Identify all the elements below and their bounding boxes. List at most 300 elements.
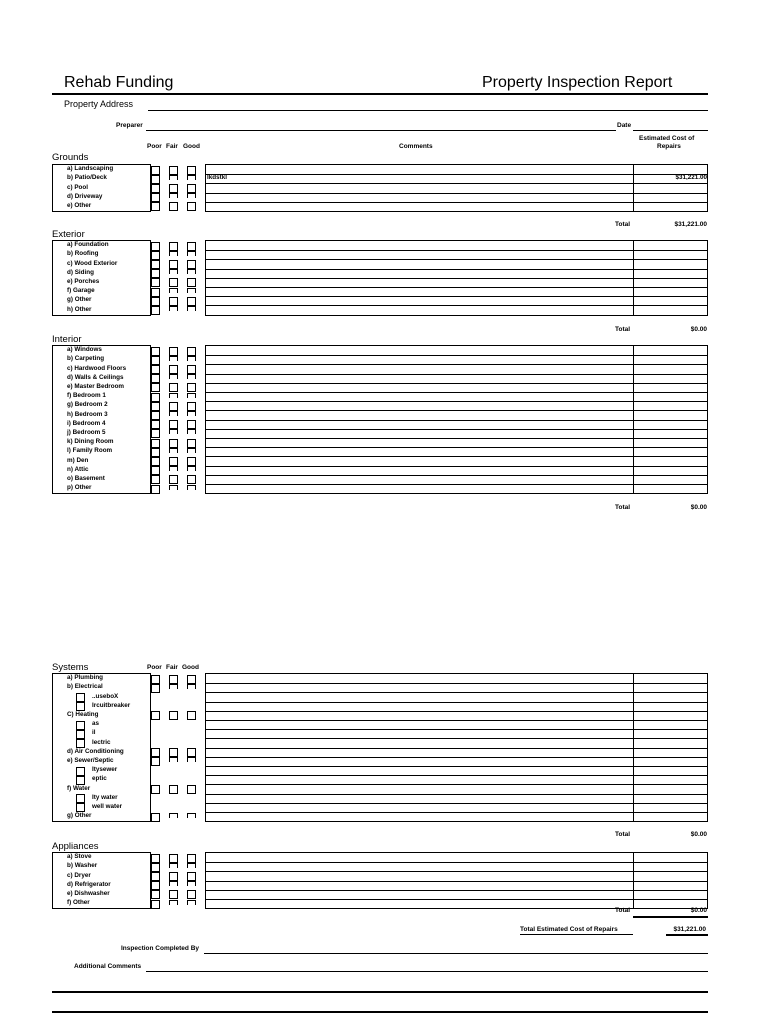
- appliances-poor-checkbox[interactable]: [151, 863, 160, 872]
- appliances-good-checkbox[interactable]: [187, 890, 196, 899]
- exterior-fair-checkbox[interactable]: [169, 260, 178, 269]
- interior-row-label: d) Walls & Ceilings: [67, 373, 124, 381]
- systems-poor-checkbox[interactable]: [151, 757, 160, 766]
- systems-fair-checkbox[interactable]: [169, 675, 178, 684]
- exterior-cost-field[interactable]: [634, 278, 707, 287]
- systems-sub-option-checkbox[interactable]: [76, 803, 85, 812]
- interior-cost-field[interactable]: [634, 475, 707, 484]
- systems-row-label: C) Heating: [67, 711, 99, 718]
- appliances-poor-checkbox[interactable]: [151, 900, 160, 909]
- systems-comment-field[interactable]: [206, 683, 632, 692]
- additional-comments-field[interactable]: [146, 971, 708, 972]
- systems-comment-field[interactable]: [206, 757, 632, 766]
- interior-poor-checkbox[interactable]: [151, 448, 160, 457]
- grounds-cost-field[interactable]: [634, 193, 707, 202]
- systems-comment-field[interactable]: [206, 702, 632, 711]
- systems-cost-field[interactable]: [634, 803, 707, 812]
- systems-fair-checkbox[interactable]: [169, 757, 178, 762]
- appliances-cost-field[interactable]: [634, 881, 707, 890]
- interior-poor-checkbox[interactable]: [151, 466, 160, 475]
- systems-comment-field[interactable]: [206, 720, 632, 729]
- systems-comment-field[interactable]: [206, 711, 632, 720]
- interior-comment-field[interactable]: [206, 383, 632, 392]
- grand-total-underline: [666, 934, 708, 936]
- systems-sub-option-checkbox[interactable]: [76, 776, 85, 785]
- interior-cost-field[interactable]: [634, 346, 707, 355]
- interior-good-checkbox[interactable]: [187, 365, 196, 374]
- exterior-poor-checkbox[interactable]: [151, 260, 160, 269]
- grand-total-label-underline: [520, 934, 633, 935]
- interior-comment-field[interactable]: [206, 420, 632, 429]
- inspection-completed-field[interactable]: [204, 953, 708, 954]
- interior-comment-field[interactable]: [206, 374, 632, 383]
- exterior-good-checkbox[interactable]: [187, 260, 196, 269]
- grounds-comment-field[interactable]: [206, 202, 632, 211]
- additional-comments-line-2[interactable]: [52, 991, 708, 993]
- grounds-fair-checkbox[interactable]: [169, 193, 178, 198]
- systems-comment-field[interactable]: [206, 738, 632, 747]
- interior-cost-field[interactable]: [634, 374, 707, 383]
- grand-total-label: Total Estimated Cost of Repairs: [520, 926, 618, 933]
- interior-fair-checkbox[interactable]: [169, 374, 178, 379]
- systems-row-label: well water: [92, 803, 123, 810]
- appliances-poor-checkbox[interactable]: [151, 881, 160, 890]
- grounds-section-title: Grounds: [52, 152, 89, 163]
- systems-poor-checkbox[interactable]: [151, 813, 160, 822]
- appliances-comment-field[interactable]: [206, 890, 632, 899]
- interior-good-checkbox[interactable]: [187, 383, 196, 392]
- systems-poor-checkbox[interactable]: [151, 675, 160, 684]
- grounds-comment-field[interactable]: [206, 193, 632, 202]
- systems-comment-field[interactable]: [206, 784, 632, 793]
- systems-comment-field[interactable]: [206, 748, 632, 757]
- appliances-total-label: Total: [615, 907, 631, 914]
- grounds-fair-checkbox[interactable]: [169, 166, 178, 175]
- appliances-good-checkbox[interactable]: [187, 881, 196, 886]
- header-rule: [52, 93, 708, 95]
- exterior-poor-checkbox[interactable]: [151, 269, 160, 278]
- grounds-cost-field[interactable]: [634, 202, 707, 211]
- exterior-comment-field[interactable]: [206, 250, 632, 259]
- appliances-comment-field[interactable]: [206, 871, 632, 880]
- systems-good-checkbox[interactable]: [187, 748, 196, 757]
- appliances-cost-field[interactable]: [634, 853, 707, 862]
- interior-comment-field[interactable]: [206, 392, 632, 401]
- date-field[interactable]: [633, 130, 708, 131]
- grounds-comment-value: Ikdstkl: [207, 174, 227, 182]
- interior-comment-field[interactable]: [206, 438, 632, 447]
- interior-poor-checkbox[interactable]: [151, 475, 160, 484]
- interior-good-checkbox[interactable]: [187, 420, 196, 429]
- systems-cost-field[interactable]: [634, 729, 707, 738]
- interior-good-checkbox[interactable]: [187, 393, 196, 398]
- systems-fair-checkbox[interactable]: [169, 813, 178, 818]
- interior-poor-checkbox[interactable]: [151, 429, 160, 438]
- systems-comment-field[interactable]: [206, 794, 632, 803]
- interior-fair-checkbox[interactable]: [169, 383, 178, 392]
- systems-sub-option-checkbox[interactable]: [76, 693, 85, 702]
- systems-row-label: e) Sewer/Septic: [67, 757, 114, 764]
- exterior-poor-checkbox[interactable]: [151, 251, 160, 260]
- systems-sub-option-checkbox[interactable]: [76, 794, 85, 803]
- interior-fair-checkbox[interactable]: [169, 356, 178, 361]
- systems-cost-field[interactable]: [634, 766, 707, 775]
- exterior-good-checkbox[interactable]: [187, 242, 196, 251]
- appliances-total-underline: [633, 916, 708, 918]
- property-address-field[interactable]: [148, 110, 708, 111]
- appliances-comment-field[interactable]: [206, 862, 632, 871]
- interior-poor-checkbox[interactable]: [151, 411, 160, 420]
- grounds-poor-checkbox[interactable]: [151, 193, 160, 202]
- interior-cost-field[interactable]: [634, 401, 707, 410]
- interior-cost-field[interactable]: [634, 466, 707, 475]
- exterior-fair-checkbox[interactable]: [169, 306, 178, 311]
- property-address-label: Property Address: [64, 99, 134, 109]
- systems-cost-field[interactable]: [634, 683, 707, 692]
- date-label: Date: [617, 122, 632, 129]
- exterior-comment-field[interactable]: [206, 259, 632, 268]
- exterior-row-label: b) Roofing: [67, 250, 99, 258]
- interior-section-title: Interior: [52, 334, 82, 345]
- interior-cost-field[interactable]: [634, 392, 707, 401]
- interior-row-label: o) Basement: [67, 475, 105, 482]
- exterior-poor-checkbox[interactable]: [151, 288, 160, 297]
- column-poor: Poor: [147, 143, 162, 150]
- interior-poor-checkbox[interactable]: [151, 485, 160, 494]
- interior-poor-checkbox[interactable]: [151, 347, 160, 356]
- interior-row-label: c) Hardwood Floors: [67, 364, 127, 372]
- systems-sub-option-checkbox[interactable]: [76, 702, 85, 711]
- interior-fair-checkbox[interactable]: [169, 347, 178, 356]
- systems-comment-field[interactable]: [206, 729, 632, 738]
- interior-cost-field[interactable]: [634, 410, 707, 419]
- systems-cost-field[interactable]: [634, 812, 707, 821]
- systems-poor-checkbox[interactable]: [151, 785, 160, 794]
- interior-good-checkbox[interactable]: [187, 466, 196, 471]
- appliances-good-checkbox[interactable]: [187, 900, 196, 905]
- appliances-fair-checkbox[interactable]: [169, 854, 178, 863]
- grounds-comment-field[interactable]: [206, 174, 632, 183]
- exterior-comment-field[interactable]: [206, 241, 632, 250]
- appliances-comment-field[interactable]: [206, 853, 632, 862]
- grounds-poor-checkbox[interactable]: [151, 166, 160, 175]
- systems-poor-checkbox[interactable]: [151, 748, 160, 757]
- systems-row-label: il: [92, 729, 96, 737]
- interior-good-checkbox[interactable]: [187, 429, 196, 434]
- interior-comment-field[interactable]: [206, 456, 632, 465]
- systems-poor-checkbox[interactable]: [151, 711, 160, 720]
- interior-poor-checkbox[interactable]: [151, 365, 160, 374]
- interior-fair-checkbox[interactable]: [169, 457, 178, 466]
- exterior-row-label: e) Porches: [67, 278, 100, 285]
- exterior-poor-checkbox[interactable]: [151, 278, 160, 287]
- interior-fair-checkbox[interactable]: [169, 466, 178, 471]
- company-title: Rehab Funding: [64, 74, 174, 91]
- exterior-fair-checkbox[interactable]: [169, 251, 178, 256]
- exterior-total-label: Total: [615, 326, 631, 333]
- interior-cost-field[interactable]: [634, 355, 707, 364]
- grounds-poor-checkbox[interactable]: [151, 202, 160, 211]
- interior-cost-field[interactable]: [634, 484, 707, 493]
- systems-sub-option-checkbox[interactable]: [76, 721, 85, 730]
- interior-fair-checkbox[interactable]: [169, 429, 178, 434]
- systems-sub-option-checkbox[interactable]: [76, 767, 85, 776]
- systems-cost-field[interactable]: [634, 674, 707, 683]
- grounds-comment-field[interactable]: [206, 183, 632, 192]
- interior-total-label: Total: [615, 504, 631, 511]
- systems-cost-field[interactable]: [634, 738, 707, 747]
- exterior-good-checkbox[interactable]: [187, 278, 196, 287]
- appliances-good-checkbox[interactable]: [187, 872, 196, 881]
- systems-cost-field[interactable]: [634, 757, 707, 766]
- interior-cost-field[interactable]: [634, 383, 707, 392]
- exterior-cost-field[interactable]: [634, 269, 707, 278]
- systems-row-label: f) Water: [67, 784, 91, 792]
- grounds-comment-field[interactable]: [206, 165, 632, 174]
- exterior-fair-checkbox[interactable]: [169, 288, 178, 293]
- systems-fair-checkbox[interactable]: [169, 684, 178, 689]
- interior-poor-checkbox[interactable]: [151, 374, 160, 383]
- interior-good-checkbox[interactable]: [187, 356, 196, 361]
- grounds-row-label: e) Other: [67, 202, 92, 209]
- grounds-good-checkbox[interactable]: [187, 166, 196, 175]
- exterior-cost-field[interactable]: [634, 259, 707, 268]
- appliances-comment-field[interactable]: [206, 899, 632, 908]
- systems-comment-field[interactable]: [206, 812, 632, 821]
- systems-row-label: Ircuitbreaker: [92, 701, 131, 709]
- exterior-comment-field[interactable]: [206, 278, 632, 287]
- systems-cost-field[interactable]: [634, 720, 707, 729]
- interior-fair-checkbox[interactable]: [169, 393, 178, 398]
- exterior-poor-checkbox[interactable]: [151, 297, 160, 306]
- exterior-row-label: a) Foundation: [67, 241, 109, 249]
- interior-poor-checkbox[interactable]: [151, 356, 160, 365]
- interior-comment-field[interactable]: [206, 484, 632, 493]
- systems-row-label: eptic: [92, 775, 107, 783]
- interior-good-checkbox[interactable]: [187, 439, 196, 448]
- interior-poor-checkbox[interactable]: [151, 439, 160, 448]
- interior-total-value: $0.00: [690, 504, 707, 511]
- appliances-good-checkbox[interactable]: [187, 863, 196, 868]
- grounds-row-label: c) Pool: [67, 183, 88, 191]
- systems-good-checkbox[interactable]: [187, 757, 196, 762]
- exterior-row-label: g) Other: [67, 296, 92, 304]
- appliances-poor-checkbox[interactable]: [151, 872, 160, 881]
- grounds-row-label: d) Driveway: [67, 192, 103, 200]
- grounds-good-checkbox[interactable]: [187, 202, 196, 211]
- interior-good-checkbox[interactable]: [187, 402, 196, 411]
- interior-good-checkbox[interactable]: [187, 485, 196, 490]
- appliances-poor-checkbox[interactable]: [151, 890, 160, 899]
- systems-cost-field[interactable]: [634, 692, 707, 701]
- appliances-cost-field[interactable]: [634, 871, 707, 880]
- systems-row-label: Ity water: [92, 793, 118, 801]
- systems-cost-field[interactable]: [634, 784, 707, 793]
- systems-good-checkbox[interactable]: [187, 711, 196, 720]
- exterior-fair-checkbox[interactable]: [169, 278, 178, 287]
- interior-comment-field[interactable]: [206, 401, 632, 410]
- grounds-poor-checkbox[interactable]: [151, 175, 160, 184]
- grounds-good-checkbox[interactable]: [187, 175, 196, 180]
- exterior-good-checkbox[interactable]: [187, 306, 196, 311]
- exterior-fair-checkbox[interactable]: [169, 242, 178, 251]
- appliances-row-label: f) Other: [67, 899, 90, 907]
- interior-poor-checkbox[interactable]: [151, 393, 160, 402]
- interior-comment-field[interactable]: [206, 410, 632, 419]
- appliances-fair-checkbox[interactable]: [169, 872, 178, 881]
- systems-poor-checkbox[interactable]: [151, 684, 160, 693]
- exterior-row-label: f) Garage: [67, 287, 95, 295]
- exterior-comment-field[interactable]: [206, 296, 632, 305]
- interior-good-checkbox[interactable]: [187, 374, 196, 379]
- interior-cost-field[interactable]: [634, 456, 707, 465]
- exterior-total-value: $0.00: [690, 326, 707, 333]
- systems-cost-field[interactable]: [634, 702, 707, 711]
- systems-sub-option-checkbox[interactable]: [76, 739, 85, 748]
- exterior-cost-field[interactable]: [634, 305, 707, 314]
- preparer-field[interactable]: [146, 130, 616, 131]
- inspection-completed-label: Inspection Completed By: [121, 945, 200, 952]
- interior-fair-checkbox[interactable]: [169, 411, 178, 416]
- systems-comment-field[interactable]: [206, 766, 632, 775]
- interior-fair-checkbox[interactable]: [169, 448, 178, 453]
- systems-sub-option-checkbox[interactable]: [76, 730, 85, 739]
- systems-comment-field[interactable]: [206, 692, 632, 701]
- interior-good-checkbox[interactable]: [187, 475, 196, 484]
- grounds-cost-field[interactable]: [634, 183, 707, 192]
- grounds-cost-field[interactable]: [634, 165, 707, 174]
- interior-comment-field[interactable]: [206, 364, 632, 373]
- interior-row-label: j) Bedroom 5: [67, 429, 106, 436]
- grounds-good-checkbox[interactable]: [187, 184, 196, 193]
- appliances-row-label: e) Dishwasher: [67, 890, 110, 897]
- grounds-total-value: $31,221.00: [674, 221, 707, 228]
- interior-poor-checkbox[interactable]: [151, 402, 160, 411]
- interior-good-checkbox[interactable]: [187, 448, 196, 453]
- interior-fair-checkbox[interactable]: [169, 439, 178, 448]
- interior-comment-field[interactable]: [206, 466, 632, 475]
- systems-good-checkbox[interactable]: [187, 813, 196, 818]
- systems-fair-checkbox[interactable]: [169, 711, 178, 720]
- exterior-fair-checkbox[interactable]: [169, 297, 178, 306]
- systems-comment-field[interactable]: [206, 775, 632, 784]
- interior-comment-field[interactable]: [206, 475, 632, 484]
- systems-column-poor: Poor: [147, 664, 162, 671]
- interior-cost-field[interactable]: [634, 364, 707, 373]
- systems-total-value: $0.00: [690, 831, 707, 838]
- appliances-poor-checkbox[interactable]: [151, 854, 160, 863]
- systems-good-checkbox[interactable]: [187, 675, 196, 684]
- systems-column-fair: Fair: [166, 664, 178, 671]
- interior-poor-checkbox[interactable]: [151, 457, 160, 466]
- systems-row-label: as: [92, 720, 100, 728]
- systems-row-label: g) Other: [67, 812, 92, 820]
- interior-good-checkbox[interactable]: [187, 347, 196, 356]
- grounds-fair-checkbox[interactable]: [169, 175, 178, 180]
- systems-total-label: Total: [615, 831, 631, 838]
- exterior-good-checkbox[interactable]: [187, 288, 196, 293]
- systems-row-label: ..useboX: [92, 692, 119, 700]
- exterior-comment-field[interactable]: [206, 305, 632, 314]
- appliances-fair-checkbox[interactable]: [169, 900, 178, 905]
- interior-fair-checkbox[interactable]: [169, 420, 178, 429]
- systems-fair-checkbox[interactable]: [169, 785, 178, 794]
- interior-good-checkbox[interactable]: [187, 457, 196, 466]
- exterior-cost-field[interactable]: [634, 296, 707, 305]
- interior-comment-field[interactable]: [206, 355, 632, 364]
- interior-fair-checkbox[interactable]: [169, 365, 178, 374]
- interior-cost-field[interactable]: [634, 429, 707, 438]
- interior-comment-field[interactable]: [206, 447, 632, 456]
- interior-poor-checkbox[interactable]: [151, 420, 160, 429]
- interior-row-label: k) Dining Room: [67, 438, 114, 446]
- appliances-section-title: Appliances: [52, 841, 99, 852]
- interior-row-label: e) Master Bedroom: [67, 383, 125, 390]
- systems-comment-field[interactable]: [206, 674, 632, 683]
- systems-cost-field[interactable]: [634, 794, 707, 803]
- exterior-fair-checkbox[interactable]: [169, 269, 178, 274]
- systems-good-checkbox[interactable]: [187, 684, 196, 689]
- exterior-poor-checkbox[interactable]: [151, 306, 160, 315]
- exterior-cost-field[interactable]: [634, 241, 707, 250]
- grounds-good-checkbox[interactable]: [187, 193, 196, 198]
- exterior-section-title: Exterior: [52, 229, 85, 240]
- interior-poor-checkbox[interactable]: [151, 383, 160, 392]
- exterior-cost-field[interactable]: [634, 287, 707, 296]
- column-repairs: Repairs: [657, 143, 681, 150]
- systems-cost-field[interactable]: [634, 711, 707, 720]
- exterior-good-checkbox[interactable]: [187, 297, 196, 306]
- exterior-row-label: d) Siding: [67, 268, 94, 276]
- systems-cost-field[interactable]: [634, 748, 707, 757]
- exterior-good-checkbox[interactable]: [187, 251, 196, 256]
- grounds-fair-checkbox[interactable]: [169, 184, 178, 193]
- appliances-fair-checkbox[interactable]: [169, 890, 178, 899]
- interior-good-checkbox[interactable]: [187, 411, 196, 416]
- interior-row-label: g) Bedroom 2: [67, 401, 108, 409]
- exterior-cost-field[interactable]: [634, 250, 707, 259]
- interior-cost-field[interactable]: [634, 420, 707, 429]
- appliances-fair-checkbox[interactable]: [169, 881, 178, 886]
- systems-cost-field[interactable]: [634, 775, 707, 784]
- appliances-cost-field[interactable]: [634, 890, 707, 899]
- appliances-row-label: a) Stove: [67, 853, 92, 861]
- systems-good-checkbox[interactable]: [187, 785, 196, 794]
- grounds-fair-checkbox[interactable]: [169, 202, 178, 211]
- grand-total-value: $31,221.00: [673, 926, 706, 933]
- exterior-poor-checkbox[interactable]: [151, 242, 160, 251]
- additional-comments-line-3[interactable]: [52, 1011, 708, 1013]
- systems-fair-checkbox[interactable]: [169, 748, 178, 757]
- exterior-good-checkbox[interactable]: [187, 269, 196, 274]
- appliances-comment-field[interactable]: [206, 881, 632, 890]
- interior-fair-checkbox[interactable]: [169, 485, 178, 490]
- appliances-good-checkbox[interactable]: [187, 854, 196, 863]
- appliances-cost-field[interactable]: [634, 862, 707, 871]
- interior-fair-checkbox[interactable]: [169, 402, 178, 411]
- interior-cost-field[interactable]: [634, 438, 707, 447]
- interior-comment-field[interactable]: [206, 429, 632, 438]
- systems-comment-field[interactable]: [206, 803, 632, 812]
- interior-fair-checkbox[interactable]: [169, 475, 178, 484]
- grounds-row-label: b) Patio/Deck: [67, 174, 107, 182]
- interior-cost-field[interactable]: [634, 447, 707, 456]
- exterior-comment-field[interactable]: [206, 269, 632, 278]
- exterior-comment-field[interactable]: [206, 287, 632, 296]
- grounds-poor-checkbox[interactable]: [151, 184, 160, 193]
- interior-comment-field[interactable]: [206, 346, 632, 355]
- appliances-fair-checkbox[interactable]: [169, 863, 178, 868]
